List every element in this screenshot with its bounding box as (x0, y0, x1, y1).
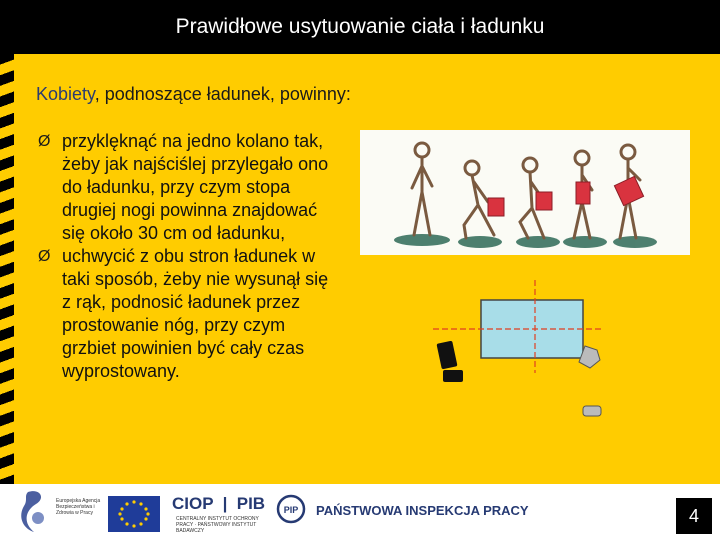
pip-logo-text: PAŃSTWOWA INSPEKCJA PRACY (316, 503, 529, 518)
slide-title: Prawidłowe usytuowanie ciała i ładunku (175, 15, 545, 38)
footer-logos (0, 484, 720, 540)
eu-osha-caption: Europejska Agencja Bezpieczeństwa i Zdrowia w Pracy (56, 498, 101, 516)
foot-placement-diagram (425, 278, 625, 428)
bullet-text: przyklęknąć na jedno kolano tak, żeby jak najściślej przylegało ono do ładunku, przy czym stopa drugiej nogi powinna znajdować się około 30 cm od ładunku, (62, 131, 329, 243)
bullet-item (38, 245, 338, 383)
left-hazard-stripes (0, 54, 14, 484)
slide-subtitle (36, 84, 351, 105)
pib-label: PIB (236, 494, 266, 513)
pip-emblem-label: PIP (283, 505, 299, 515)
bullet-arrow-icon: Ø (38, 248, 51, 265)
bullet-list (38, 130, 338, 383)
lifting-sequence-illustration (360, 130, 690, 255)
eu-osha-logo-icon (18, 488, 52, 536)
page-number: 4 (676, 498, 712, 534)
ciop-logo-text (172, 494, 265, 514)
bullet-item (38, 130, 338, 245)
eu-flag-icon (108, 496, 160, 532)
title-bar (0, 0, 720, 54)
ciop-caption: CENTRALNY INSTYTUT OCHRONY PRACY · PAŃSTWOWY INSTYTUT BADAWCZY (176, 516, 259, 534)
ciop-label: CIOP (172, 494, 214, 513)
subtitle-rest: , podnoszące ładunek, powinny: (94, 84, 351, 104)
pip-emblem-icon (276, 494, 306, 524)
bullet-arrow-icon: Ø (38, 133, 51, 150)
ciop-divider-icon: | (222, 494, 228, 513)
bullet-text: uchwycić z obu stron ładunek w taki sposób, żeby nie wysunął się z rąk, podnosić ładunek przez prostowanie nóg, przy czym grzbiet powinien być cały czas wyprostowany. (62, 246, 329, 381)
subtitle-highlight: Kobiety (36, 84, 95, 104)
